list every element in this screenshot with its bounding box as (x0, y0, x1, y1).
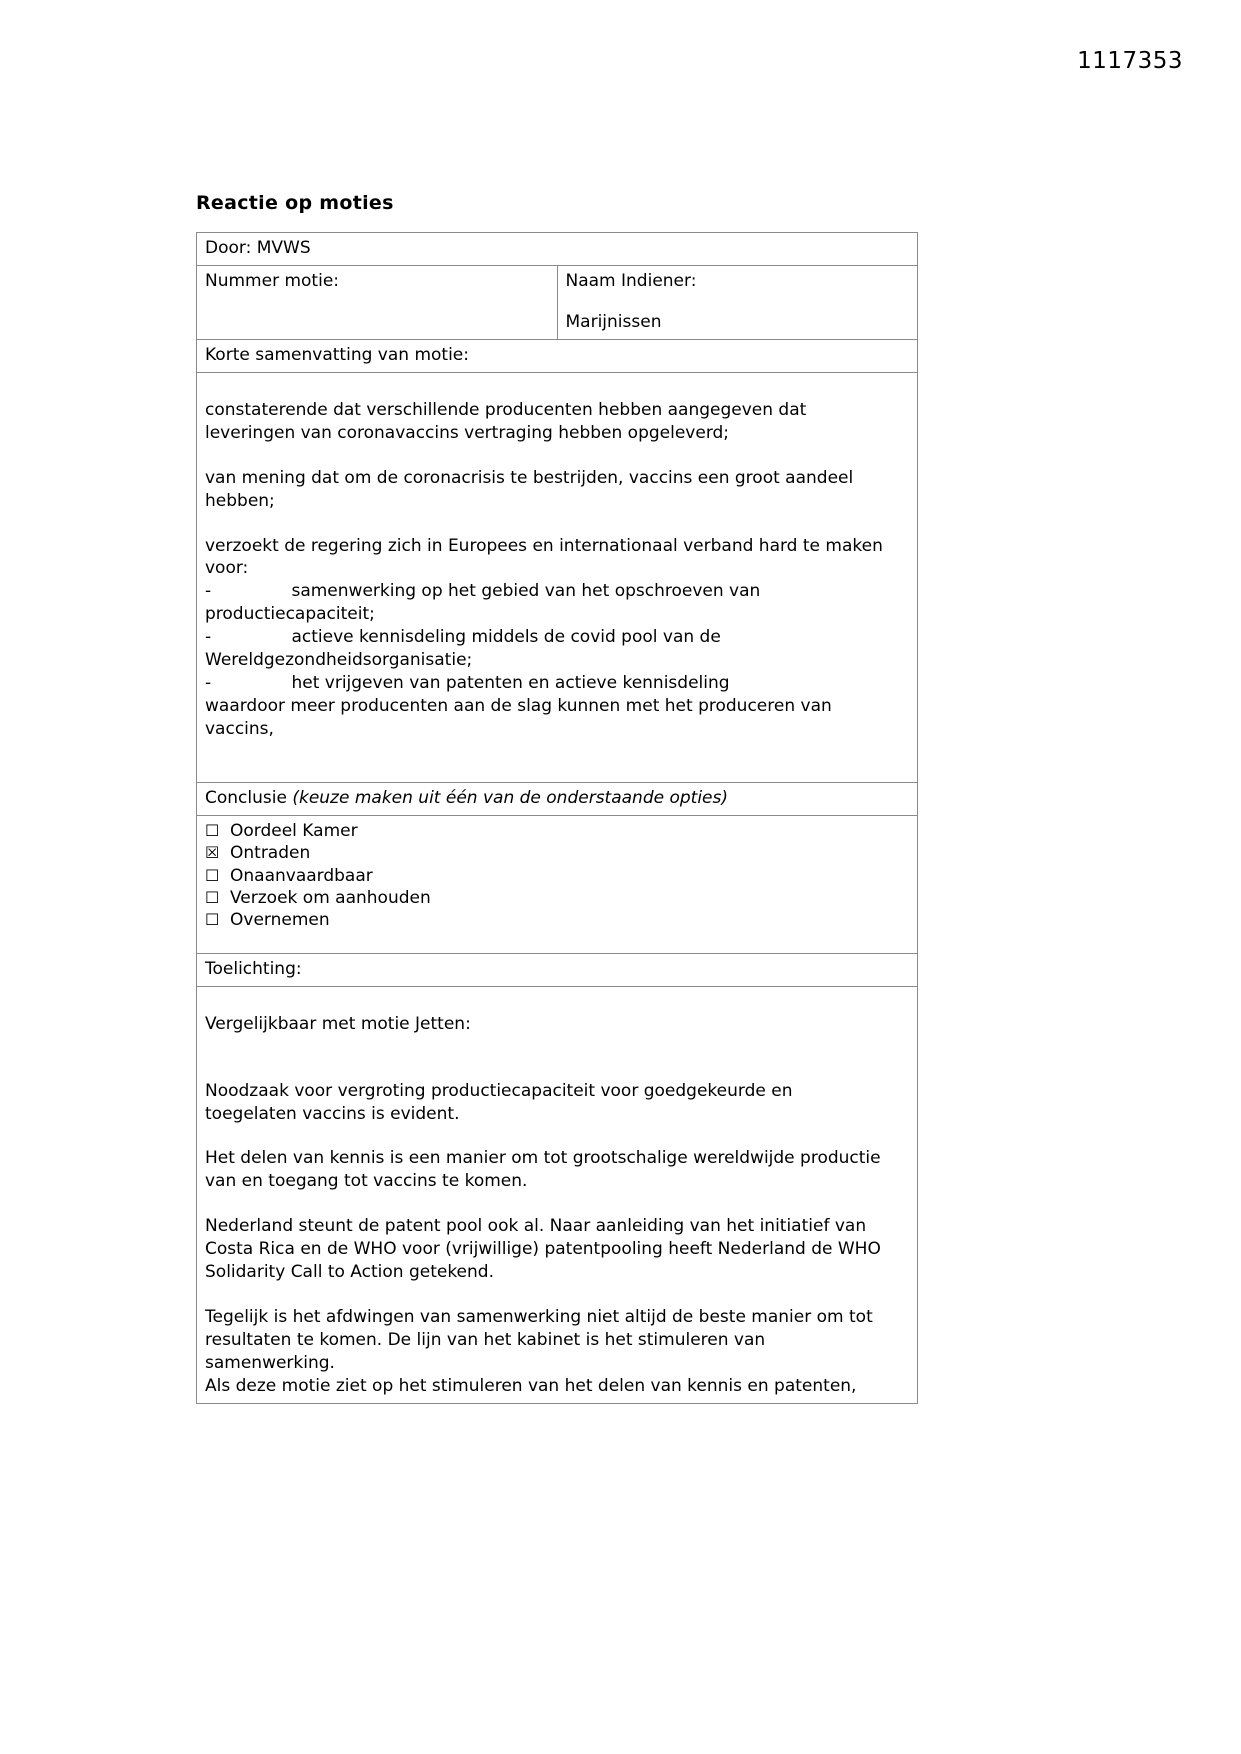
conclusie-option-label: Overnemen (230, 910, 330, 931)
toelichting-para4-line3: samenwerking. (205, 1353, 335, 1373)
samenvatting-para2-line1: van mening dat om de coronacrisis te bestrijden, vaccins een groot aandeel (205, 467, 854, 488)
table-row-nummer-indiener (197, 265, 918, 339)
toelichting-para3-line2: Costa Rica en de WHO voor (vrijwillige) patentpooling heeft Nederland de WHO (205, 1239, 881, 1260)
toelichting-para4-line1: Tegelijk is het afdwingen van samenwerking niet altijd de beste manier om tot (205, 1307, 873, 1328)
samenvatting-bullet2-line1: - actieve kennisdeling middels de covid pool van de (205, 627, 721, 648)
nummer-motie-label: Nummer motie: (205, 270, 339, 291)
conclusie-option-label: Onaanvaardbaar (230, 865, 373, 886)
toelichting-label: Toelichting: (197, 953, 918, 986)
checkbox-icon[interactable]: ☐ (205, 865, 220, 885)
conclusie-option-label: Ontraden (230, 843, 311, 864)
checkbox-icon[interactable]: ☐ (205, 888, 220, 907)
samenvatting-closing-line2: vaccins, (205, 719, 274, 739)
toelichting-para4-line2: resultaten te komen. De lijn van het kabinet is het stimuleren van (205, 1330, 766, 1351)
samenvatting-bullet1-line2: productiecapaciteit; (205, 604, 375, 625)
conclusie-label-plain: Conclusie (205, 787, 293, 808)
checkbox-icon[interactable]: ☐ (205, 820, 220, 840)
table-row-toelichting-header (197, 953, 918, 986)
conclusie-options-cell (197, 815, 918, 953)
nummer-motie-cell[interactable] (197, 265, 558, 339)
door-cell: Door: MVWS (197, 233, 918, 266)
toelichting-para1-line2: toegelaten vaccins is evident. (205, 1103, 460, 1124)
motion-response-form (196, 232, 918, 1404)
samenvatting-para2-line2: hebben; (205, 490, 275, 511)
toelichting-cell[interactable] (197, 986, 918, 1403)
samenvatting-bullet1-line1: - samenwerking op het gebied van het opschroeven van (205, 581, 761, 602)
checkbox-checked-icon[interactable]: ☒ (205, 843, 220, 863)
samenvatting-para1-line1: constaterende dat verschillende producenten hebben aangegeven dat (205, 399, 807, 420)
table-row-conclusie-header (197, 782, 918, 815)
naam-indiener-label: Naam Indiener: (565, 270, 697, 291)
samenvatting-para3-line1: verzoekt de regering zich in Europees en internationaal verband hard te maken (205, 535, 883, 556)
checkbox-icon[interactable]: ☐ (205, 910, 220, 930)
table-row-samenvatting-body (197, 372, 918, 782)
samenvatting-cell[interactable] (197, 372, 918, 782)
samenvatting-bullet2-line2: Wereldgezondheidsorganisatie; (205, 650, 473, 671)
toelichting-para2-line2: van en toegang tot vaccins te komen. (205, 1171, 528, 1192)
conclusie-label-italic: (keuze maken uit één van de onderstaande opties) (292, 787, 729, 808)
table-row-samenvatting-header (197, 339, 918, 372)
conclusie-option-overnemen[interactable] (205, 909, 909, 931)
toelichting-para5-line1: Als deze motie ziet op het stimuleren van het delen van kennis en patenten, (205, 1375, 857, 1396)
toelichting-para1-line1: Noodzaak voor vergroting productiecapaciteit voor goedgekeurde en (205, 1080, 793, 1101)
conclusie-option-list (205, 820, 909, 932)
samenvatting-bullet3-line1: - het vrijgeven van patenten en actieve kennisdeling (205, 673, 730, 694)
conclusie-option-label: Verzoek om aanhouden (230, 888, 431, 908)
conclusie-option-label: Oordeel Kamer (230, 820, 358, 841)
document-content (196, 192, 918, 1404)
samenvatting-para3-line2: voor: (205, 558, 249, 579)
conclusie-option-ontraden[interactable] (205, 842, 909, 864)
conclusie-option-onaanvaardbaar[interactable] (205, 865, 909, 887)
naam-indiener-cell[interactable] (557, 265, 918, 339)
conclusie-option-verzoek-om-aanhouden[interactable] (205, 887, 909, 909)
toelichting-para3-line1: Nederland steunt de patent pool ook al. Naar aanleiding van het initiatief van (205, 1216, 867, 1237)
conclusie-label-cell (197, 782, 918, 815)
document-number: 1117353 (1077, 48, 1183, 74)
toelichting-intro: Vergelijkbaar met motie Jetten: (205, 1013, 471, 1034)
samenvatting-para1-line2: leveringen van coronavaccins vertraging hebben opgeleverd; (205, 422, 730, 443)
korte-samenvatting-label: Korte samenvatting van motie: (197, 339, 918, 372)
toelichting-para2-line1: Het delen van kennis is een manier om tot grootschalige wereldwijde productie (205, 1148, 881, 1169)
table-row-door (197, 233, 918, 266)
toelichting-para3-line3: Solidarity Call to Action getekend. (205, 1262, 494, 1283)
naam-indiener-value: Marijnissen (565, 311, 662, 332)
page-title: Reactie op moties (196, 192, 394, 214)
samenvatting-closing-line1: waardoor meer producenten aan de slag kunnen met het produceren van (205, 696, 832, 717)
table-row-conclusie-options (197, 815, 918, 953)
conclusie-option-oordeel-kamer[interactable] (205, 820, 909, 842)
table-row-toelichting-body (197, 986, 918, 1403)
